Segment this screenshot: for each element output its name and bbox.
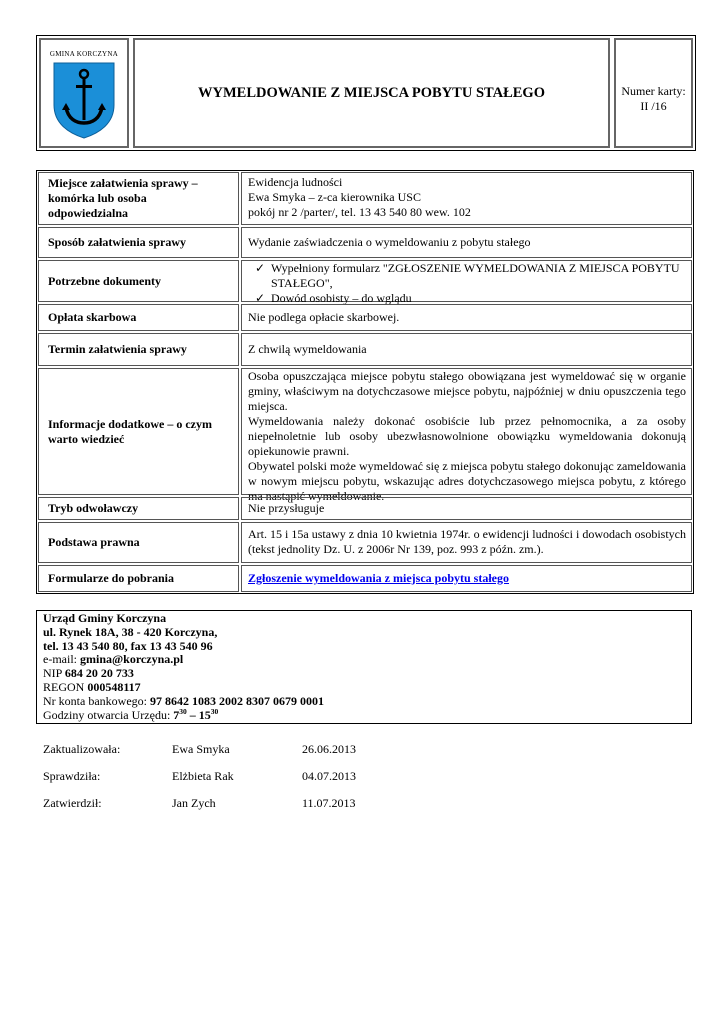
approval-row xyxy=(43,790,402,817)
row-info xyxy=(38,368,692,503)
hours-open-minutes: 30 xyxy=(179,706,187,716)
document-header xyxy=(36,35,696,151)
document-item-text: Wypełniony formularz "ZGŁOSZENIE WYMELDOWANIA Z MIEJSCA POBYTU STAŁEGO", xyxy=(271,261,680,290)
office-info-box xyxy=(36,610,692,724)
row-label-documents: Potrzebne dokumenty xyxy=(38,260,239,302)
approval-name: Elżbieta Rak xyxy=(172,769,234,783)
office-account-line xyxy=(43,695,685,709)
office-hours-line xyxy=(43,706,685,723)
office-regon: 000548117 xyxy=(87,679,141,694)
label-line: Miejsce załatwienia sprawy – xyxy=(48,176,198,190)
label-line: komórka lub osoba odpowiedzialna xyxy=(48,191,147,220)
row-label-appeal: Tryb odwoławczy xyxy=(38,497,239,520)
document-item-text: Dowód osobisty – do wglądu xyxy=(271,291,412,305)
row-label-deadline: Termin załatwienia sprawy xyxy=(38,333,239,366)
account-label: Nr konta bankowego: xyxy=(43,693,150,708)
row-documents xyxy=(38,260,692,305)
approval-role: Zatwierdził: xyxy=(43,796,102,810)
hours-open: 7 xyxy=(173,707,180,722)
row-label-method: Sposób załatwienia sprawy xyxy=(38,227,239,258)
approval-date: 04.07.2013 xyxy=(302,769,356,783)
row-value-appeal: Nie przysługuje xyxy=(241,497,692,520)
row-label-place xyxy=(38,172,239,225)
office-email-line xyxy=(43,653,685,667)
approval-role: Sprawdziła: xyxy=(43,769,101,783)
hours-label: Godziny otwarcia Urzędu: xyxy=(43,707,174,722)
office-account: 97 8642 1083 2002 8307 0679 0001 xyxy=(149,693,324,708)
approval-name: Jan Zych xyxy=(172,796,216,810)
info-paragraph: Osoba opuszczająca miejsce pobytu stałego obowiązana jest wymeldować się w organie gminy, właściwym na dotychczasowe miejsce pobytu, najpóźniej w dniu opuszczenia tego miejsca. xyxy=(248,369,686,413)
row-value-documents xyxy=(241,260,692,305)
approval-name: Ewa Smyka xyxy=(172,742,230,756)
row-legal xyxy=(38,522,692,563)
approval-row xyxy=(43,736,402,763)
row-value-deadline: Z chwilą wymeldowania xyxy=(241,333,692,366)
row-label-forms: Formularze do pobrania xyxy=(38,565,239,592)
logo-cell xyxy=(39,38,129,148)
card-number-label: Numer karty: xyxy=(621,84,686,98)
row-label-fee: Opłata skarbowa xyxy=(38,304,239,331)
row-value-fee: Nie podlega opłacie skarbowej. xyxy=(241,304,692,331)
nip-label: NIP xyxy=(43,666,65,681)
office-email: gmina@korczyna.pl xyxy=(79,652,184,667)
row-label-legal: Podstawa prawna xyxy=(38,522,239,563)
approvals-list xyxy=(43,736,402,817)
value-line: Ewidencja ludności xyxy=(248,175,343,189)
check-icon: ✓ xyxy=(255,291,266,305)
office-address: ul. Rynek 18A, 38 - 420 Korczyna, xyxy=(43,624,218,639)
coat-of-arms-anchor-icon xyxy=(52,61,116,139)
logo-text: GMINA KORCZYNA xyxy=(49,50,119,58)
check-icon: ✓ xyxy=(255,261,266,275)
row-deadline xyxy=(38,333,692,366)
row-method xyxy=(38,227,692,258)
row-value-forms xyxy=(241,565,692,592)
office-nip: 684 20 20 733 xyxy=(64,666,134,681)
form-download-link[interactable]: Zgłoszenie wymeldowania z miejsca pobytu stałego xyxy=(248,571,509,585)
hours-close: 15 xyxy=(198,707,211,722)
value-line: Ewa Smyka – z-ca kierownika USC xyxy=(248,190,421,204)
row-place xyxy=(38,172,692,225)
row-label-info xyxy=(38,368,239,495)
document-item xyxy=(248,261,686,291)
info-table xyxy=(36,170,694,594)
document-title: WYMELDOWANIE Z MIEJSCA POBYTU STAŁEGO xyxy=(133,38,610,148)
hours-separator: – xyxy=(186,707,199,722)
office-name: Urząd Gminy Korczyna xyxy=(43,611,167,625)
label-line: Informacje dodatkowe – xyxy=(48,416,174,431)
info-paragraph: Obywatel polski może wymeldować się z miejsca pobytu stałego dokonując zameldowania w nowym miejscu pobytu, wskazując adres dotychczasowego miejsca pobytu, z którego ma nastąpić wymeldowanie. xyxy=(248,459,686,503)
row-fee xyxy=(38,304,692,331)
info-paragraph: Wymeldowania należy dokonać osobiście lub przez pełnomocnika, a za osoby niepełnoletnie lub osoby ubezwłasnowolnione obowiązku wymeldowania dokonują opiekunowie prawni. xyxy=(248,414,686,458)
regon-label: REGON xyxy=(43,679,88,694)
office-phone: tel. 13 43 540 80, fax 13 43 540 96 xyxy=(43,638,213,653)
office-nip-line xyxy=(43,667,685,681)
row-value-legal: Art. 15 i 15a ustawy z dnia 10 kwietnia 1974r. o ewidencji ludności i dowodach osobistych (tekst jednolity Dz. U. z 2006r Nr 139, poz. 993 z późn. zm.). xyxy=(241,522,692,563)
approval-date: 11.07.2013 xyxy=(302,796,356,810)
value-line: pokój nr 2 /parter/, tel. 13 43 540 80 wew. 102 xyxy=(248,205,471,219)
hours-close-minutes: 30 xyxy=(210,706,219,716)
row-forms xyxy=(38,565,692,592)
row-value-place xyxy=(241,172,692,225)
label-line: o czym warto wiedzieć xyxy=(48,416,212,446)
office-regon-line xyxy=(43,681,685,695)
approval-role: Zaktualizowała: xyxy=(43,742,121,756)
row-value-info xyxy=(241,368,692,503)
card-number-cell xyxy=(614,38,693,148)
approval-date: 26.06.2013 xyxy=(302,742,356,756)
approval-row xyxy=(43,763,402,790)
card-number: II /16 xyxy=(640,99,667,113)
email-label: e-mail: xyxy=(43,652,80,667)
row-value-method: Wydanie zaświadczenia o wymeldowaniu z pobytu stałego xyxy=(241,227,692,258)
row-appeal xyxy=(38,497,692,520)
